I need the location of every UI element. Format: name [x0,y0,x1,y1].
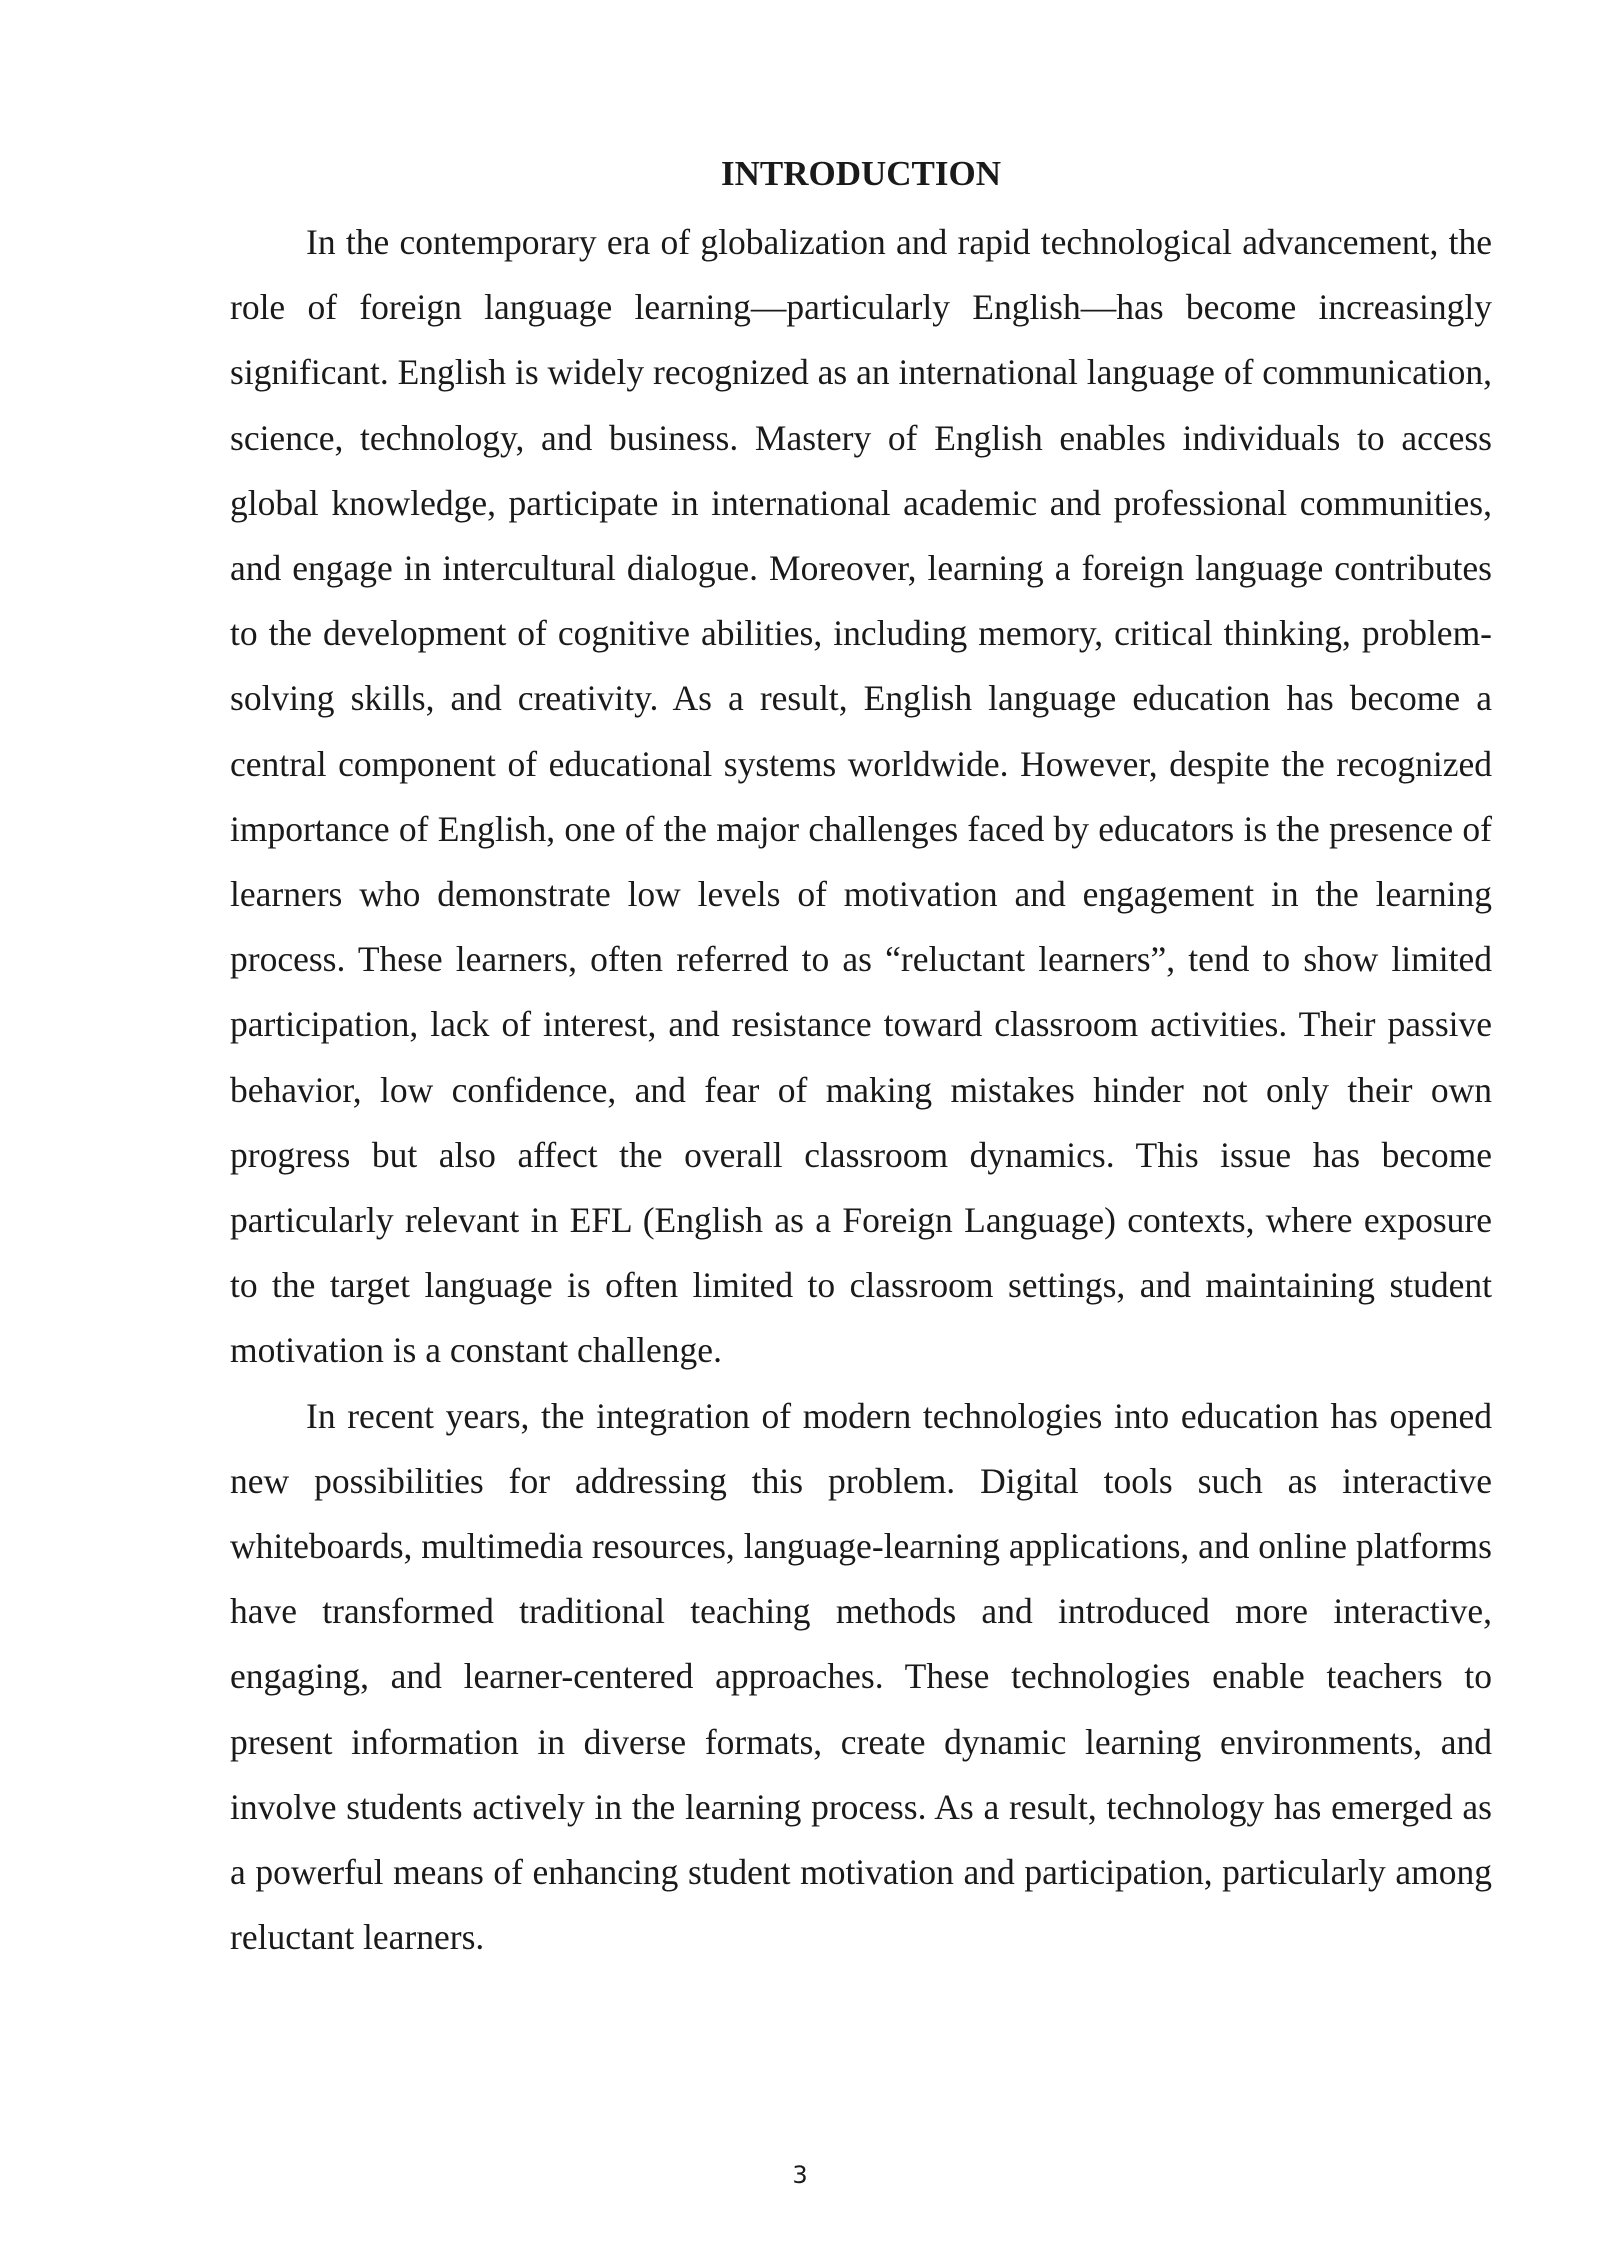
page-number: 3 [792,2161,808,2189]
paragraph-1: In the contemporary era of globalization and rapid technological advancement, the role of foreign language learning—particularly English—has become increasingly significant. English is widely recognized as an international language of communication, science, technology, and business. Mastery of English enables individuals to access global knowledge, participate in international academic and professional communities, and engage in intercultural dialogue. Moreover, learning a foreign language contributes to the development of cognitive abilities, including memory, critical thinking, problem-solving skills, and creativity. As a result, English language education has become a central component of educational systems worldwide. However, despite the recognized importance of English, one of the major challenges faced by educators is the presence of learners who demonstrate low levels of motivation and engagement in the learning process. These learners, often referred to as “reluctant learners”, tend to show limited participation, lack of interest, and resistance toward classroom activities. Their passive behavior, low confidence, and fear of making mistakes hinder not only their own progress but also affect the overall classroom dynamics. This issue has become particularly relevant in EFL (English as a Foreign Language) contexts, where exposure to the target language is often limited to classroom settings, and maintaining student motivation is a constant challenge. [230,222,1492,1371]
paragraph-2: In recent years, the integration of modern technologies into education has opened new possibilities for addressing this problem. Digital tools such as interactive whiteboards, multimedia resources, language-learning applications, and online platforms have transformed traditional teaching methods and introduced more interactive, engaging, and learner-centered approaches. These technologies enable teachers to present information in diverse formats, create dynamic learning environments, and involve students actively in the learning process. As a result, technology has emerged as a powerful means of enhancing student motivation and participation, particularly among reluctant learners. [230,1395,1492,1958]
body-text [230,210,1492,1970]
section-heading: INTRODUCTION [720,154,1002,193]
